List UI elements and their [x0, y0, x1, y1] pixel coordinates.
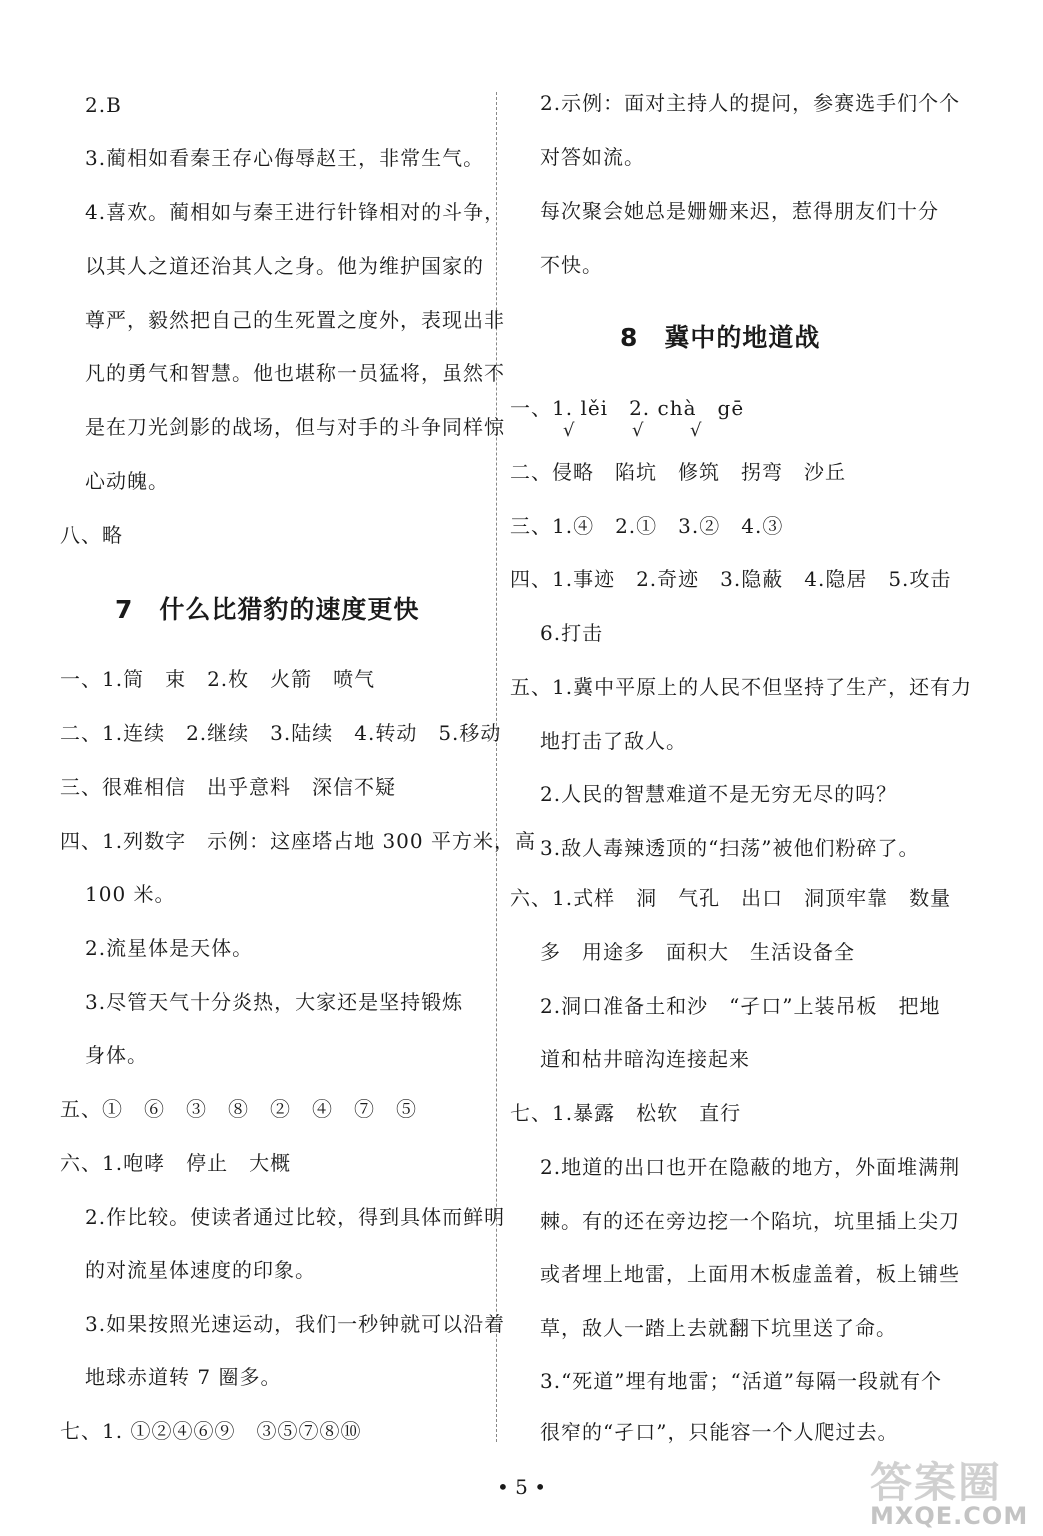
right-answer-line: 2.洞口准备土和沙 “孑口”上装吊板 把地 [540, 994, 941, 1018]
check-mark-icon: √ [690, 420, 702, 441]
right-answer-line: 二、侵略 陷坑 修筑 拐弯 沙丘 [510, 460, 846, 484]
right-answer-line: 对答如流。 [540, 145, 645, 169]
left-answer-line: 3.如果按照光速运动，我们一秒钟就可以沿着 [85, 1312, 506, 1336]
left-answer-line: 3.蔺相如看秦王存心侮辱赵王，非常生气。 [85, 146, 485, 170]
left-answer-line: 地球赤道转 7 圈多。 [85, 1365, 282, 1389]
right-answer-line: 一、1. lěi 2. chà gē [510, 396, 745, 420]
right-answer-line: 草，敌人一踏上去就翻下坑里送了命。 [540, 1316, 897, 1340]
left-answer-line: 3.尽管天气十分炎热，大家还是坚持锻炼 [85, 990, 464, 1014]
left-answer-line: 五、① ⑥ ③ ⑧ ② ④ ⑦ ⑤ [60, 1097, 417, 1121]
left-answer-line: 六、1.咆哮 停止 大概 [60, 1151, 292, 1175]
left-answer-line: 4.喜欢。蔺相如与秦王进行针锋相对的斗争， [85, 200, 506, 224]
left-answer-line: 以其人之道还治其人之身。他为维护国家的 [85, 254, 484, 278]
right-answer-line: 3.敌人毒辣透顶的“扫荡”被他们粉碎了。 [540, 836, 920, 860]
right-answer-line: 五、1.冀中平原上的人民不但坚持了生产，还有力 [510, 675, 973, 699]
left-answer-line: 身体。 [85, 1043, 148, 1067]
right-answer-line: 四、1.事迹 2.奇迹 3.隐蔽 4.隐居 5.攻击 [510, 567, 952, 591]
left-answer-line: 三、很难相信 出乎意料 深信不疑 [60, 775, 396, 799]
left-answer-line: 二、1.连续 2.继续 3.陆续 4.转动 5.移动 [60, 721, 502, 745]
right-answer-line: 3.“死道”埋有地雷；“活道”每隔一段就有个 [540, 1369, 942, 1393]
right-answer-line: 多 用途多 面积大 生活设备全 [540, 940, 855, 964]
watermark-text: 答案圈 [870, 1458, 1003, 1507]
right-answer-line: 2.人民的智慧难道不是无穷无尽的吗？ [540, 782, 898, 806]
left-answer-line: 八、略 [60, 523, 123, 547]
right-answer-line: 很窄的“孑口”，只能容一个人爬过去。 [540, 1420, 899, 1444]
right-answer-line: 七、1.暴露 松软 直行 [510, 1101, 742, 1125]
right-answer-line: 不快。 [540, 253, 603, 277]
left-answer-line: 七、1. ①②④⑥⑨ ③⑤⑦⑧⑩ [60, 1419, 362, 1443]
left-answer-line: 尊严，毅然把自己的生死置之度外，表现出非 [85, 308, 505, 332]
right-answer-line: 棘。有的还在旁边挖一个陷坑，坑里插上尖刀 [540, 1209, 960, 1233]
check-mark-icon: √ [563, 420, 575, 441]
right-answer-line: 地打击了敌人。 [540, 729, 687, 753]
right-answer-line: 六、1.式样 洞 气孔 出口 洞顶牢靠 数量 [510, 886, 952, 910]
left-answer-line: 的对流星体速度的印象。 [85, 1258, 316, 1282]
check-mark-icon: √ [632, 420, 644, 441]
right-answer-line: 道和枯井暗沟连接起来 [540, 1047, 750, 1071]
right-answer-line: 6.打击 [540, 621, 604, 645]
right-answer-line: 三、1.④ 2.① 3.② 4.③ [510, 514, 784, 538]
column-divider [496, 92, 497, 1442]
left-answer-line: 一、1.筒 束 2.枚 火箭 喷气 [60, 667, 376, 691]
watermark-url: MXQE.COM [870, 1502, 1029, 1530]
right-lesson-title: 8 冀中的地道战 [620, 323, 821, 352]
left-answer-line: 2.B [85, 93, 122, 117]
left-lesson-title: 7 什么比猎豹的速度更快 [115, 595, 420, 624]
left-answer-line: 心动魄。 [85, 469, 169, 493]
watermark-logo [870, 1450, 1030, 1530]
left-answer-line: 2.流星体是天体。 [85, 936, 254, 960]
right-answer-line: 每次聚会她总是姗姗来迟，惹得朋友们十分 [540, 199, 939, 223]
right-answer-line: 2.示例：面对主持人的提问，参赛选手们个个 [540, 91, 961, 115]
right-answer-line: 2.地道的出口也开在隐蔽的地方，外面堆满荆 [540, 1155, 961, 1179]
left-answer-line: 2.作比较。使读者通过比较，得到具体而鲜明 [85, 1205, 506, 1229]
left-answer-line: 是在刀光剑影的战场，但与对手的斗争同样惊 [85, 415, 505, 439]
left-answer-line: 四、1.列数字 示例：这座塔占地 300 平方米，高 [60, 829, 536, 853]
right-answer-line: 或者埋上地雷，上面用木板虚盖着，板上铺些 [540, 1262, 960, 1286]
left-answer-line: 100 米。 [85, 882, 176, 906]
page-number: • 5 • [496, 1475, 547, 1499]
left-answer-line: 凡的勇气和智慧。他也堪称一员猛将，虽然不 [85, 361, 505, 385]
